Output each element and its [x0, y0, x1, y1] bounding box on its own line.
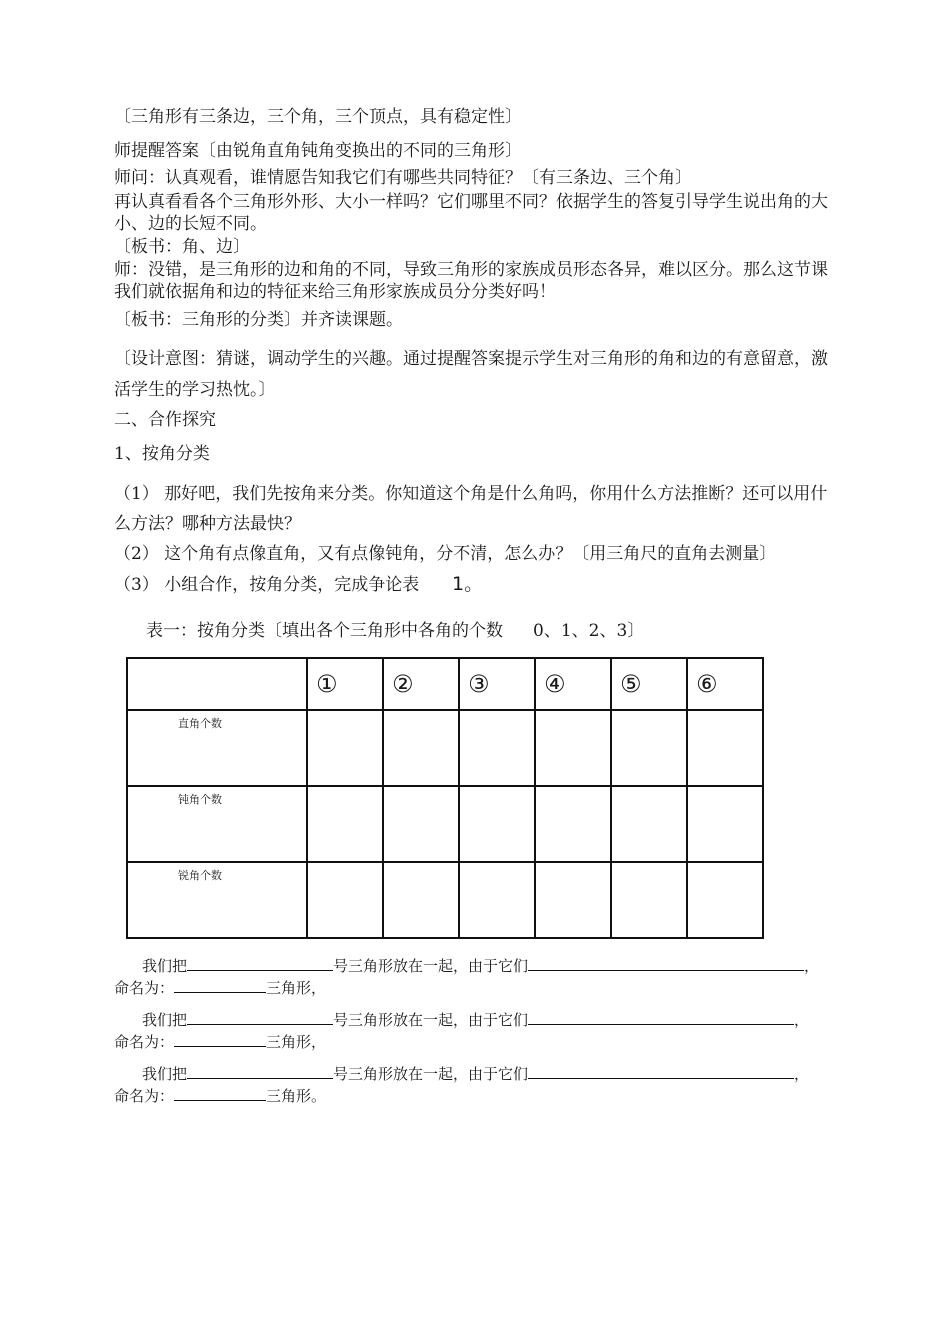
table-cell[interactable] — [687, 786, 763, 862]
fill-comma: ， — [794, 1065, 810, 1083]
triangle-numbers-blank[interactable] — [187, 954, 333, 971]
reason-blank[interactable] — [528, 1062, 794, 1079]
table-cell[interactable] — [307, 786, 383, 862]
table-row — [127, 786, 763, 862]
paragraph-line: 师提醒答案〔由锐角直角钝角变换出的不同的三角形〕 — [114, 141, 522, 161]
fill-middle: 号三角形放在一起，由于它们 — [333, 957, 529, 975]
table-cell[interactable] — [611, 862, 687, 938]
caption-text: 表一：按角分类〔填出各个三角形中各角的个数 — [146, 621, 503, 641]
table-cell[interactable] — [611, 710, 687, 786]
name-label: 命名为： — [114, 979, 175, 997]
table-cell[interactable] — [535, 710, 611, 786]
column-header: ④ — [535, 658, 611, 710]
paragraph-line: 师：没错，是三角形的边和角的不同，导致三角形的家族成员形态各异，难以区分。那么这节课我们就依据角和边的特征来给三角形家族成员分分类好吗！ — [114, 260, 828, 302]
row-header: 直角个数 — [127, 710, 307, 786]
name-label: 命名为： — [114, 1033, 175, 1051]
table-cell[interactable] — [611, 786, 687, 862]
table-cell[interactable] — [459, 710, 535, 786]
column-header: ① — [307, 658, 383, 710]
section-heading: 二、合作探究 — [114, 410, 216, 430]
table-cell[interactable] — [307, 862, 383, 938]
reason-blank[interactable] — [528, 1008, 794, 1025]
fill-middle: 号三角形放在一起，由于它们 — [333, 1011, 529, 1029]
name-suffix: 三角形。 — [266, 1087, 327, 1105]
caption-values: 0、1、2、3〕 — [533, 621, 645, 641]
table-cell[interactable] — [535, 786, 611, 862]
table-cell[interactable] — [535, 862, 611, 938]
fill-prefix: 我们把 — [142, 957, 188, 975]
column-header: ⑤ — [611, 658, 687, 710]
task-text: （3） 小组合作，按角分类，完成争论表 — [114, 575, 420, 595]
table-cell[interactable] — [383, 862, 459, 938]
name-suffix: 三角形， — [266, 1033, 327, 1051]
paragraph-line: （2） 这个角有点像直角，又有点像钝角，分不清，怎么办？〔用三角尺的直角去测量〕 — [114, 544, 777, 564]
column-header: ② — [383, 658, 459, 710]
paragraph-line — [114, 573, 483, 596]
paragraph-line: 师问：认真观看，谁情愿告知我它们有哪些共同特征？〔有三条边、三个角〕 — [114, 168, 692, 188]
column-header: ⑥ — [687, 658, 763, 710]
fill-in-name — [114, 1030, 326, 1052]
paragraph-line: 〔板书：角、边〕 — [114, 237, 250, 257]
fill-middle: 号三角形放在一起，由于它们 — [333, 1065, 529, 1083]
table-row — [127, 862, 763, 938]
name-blank[interactable] — [174, 976, 266, 993]
table-cell[interactable] — [687, 710, 763, 786]
row-header: 钝角个数 — [127, 786, 307, 862]
fill-comma: ， — [794, 1011, 810, 1029]
paragraph-line: 〔板书：三角形的分类〕并齐读课题。 — [114, 310, 403, 330]
table-corner-cell — [127, 658, 307, 710]
table-cell[interactable] — [383, 710, 459, 786]
paragraph-line: 〔三角形有三条边，三个角，三个顶点，具有稳定性〕 — [114, 107, 522, 127]
name-label: 命名为： — [114, 1087, 175, 1105]
name-blank[interactable] — [174, 1030, 266, 1047]
design-intent-note: 〔设计意图：猜谜，调动学生的兴趣。通过提醒答案提示学生对三角形的角和边的有意留意，激活学生的学习热忱。〕 — [114, 349, 828, 400]
name-blank[interactable] — [174, 1084, 266, 1101]
row-header: 锐角个数 — [127, 862, 307, 938]
fill-prefix: 我们把 — [142, 1065, 188, 1083]
subsection-heading: 1、按角分类 — [114, 444, 210, 464]
fill-comma: ， — [804, 957, 820, 975]
table-cell[interactable] — [459, 862, 535, 938]
table-header-row — [127, 658, 763, 710]
fill-in-name — [114, 976, 326, 998]
paragraph-line: 再认真看看各个三角形外形、大小一样吗？它们哪里不同？依据学生的答复引导学生说出角的大小、边的长短不同。 — [114, 192, 828, 234]
table-cell[interactable] — [383, 786, 459, 862]
classification-table — [126, 657, 764, 939]
paragraph-line: （1） 那好吧，我们先按角来分类。你知道这个角是什么角吗，你用什么方法推断？还可以用什么方法？哪种方法最快？ — [114, 484, 828, 534]
name-suffix: 三角形， — [266, 979, 327, 997]
table-caption — [146, 616, 644, 641]
fill-in-sentence — [142, 954, 819, 976]
table-row — [127, 710, 763, 786]
table-cell[interactable] — [459, 786, 535, 862]
fill-in-name — [114, 1084, 326, 1106]
reason-blank[interactable] — [528, 954, 804, 971]
triangle-numbers-blank[interactable] — [187, 1062, 333, 1079]
table-number: 1。 — [452, 573, 484, 595]
triangle-numbers-blank[interactable] — [187, 1008, 333, 1025]
table-cell[interactable] — [307, 710, 383, 786]
fill-in-sentence — [142, 1008, 809, 1030]
table-cell[interactable] — [687, 862, 763, 938]
fill-in-sentence — [142, 1062, 809, 1084]
fill-prefix: 我们把 — [142, 1011, 188, 1029]
column-header: ③ — [459, 658, 535, 710]
